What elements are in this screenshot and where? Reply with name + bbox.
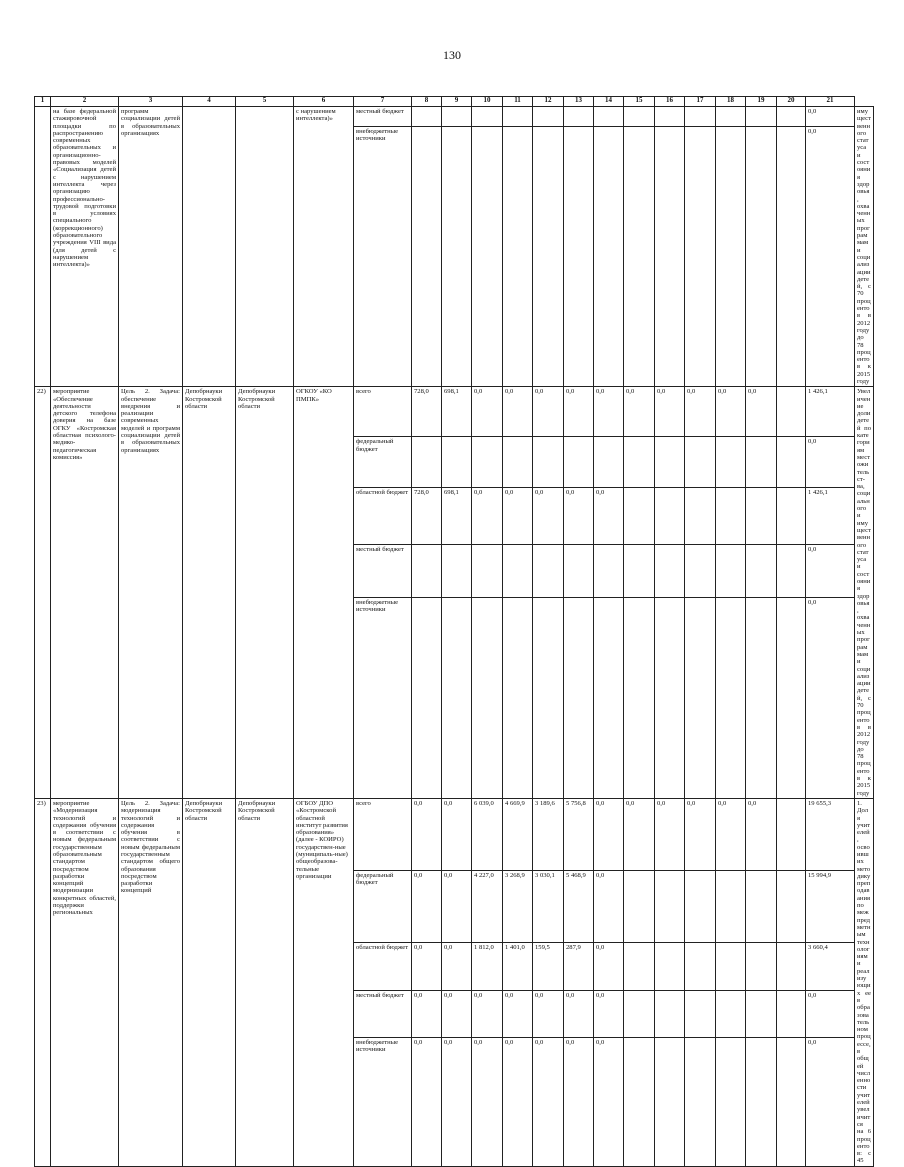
value-cell: [746, 871, 777, 943]
value-cell: 0,0: [412, 943, 442, 990]
funding-source-cell: областной бюджет: [354, 487, 412, 545]
value-cell: 0,0: [472, 487, 503, 545]
value-cell: 698,1: [442, 487, 472, 545]
total-cell: 1 426,1: [806, 487, 855, 545]
value-cell: 0,0: [685, 387, 716, 437]
value-cell: [533, 545, 564, 598]
column-header-14: 14: [594, 97, 624, 107]
value-cell: [716, 126, 746, 387]
indicator-cell: 1. Доля учителей, освоивших методику преподавания по межпредметным технологиям и реализующих ее в образовательном процессе, в общей численности учителей увеличится на 6 процентов: с 45: [855, 798, 874, 1166]
value-cell: 0,0: [412, 798, 442, 870]
responsible-cell: [183, 107, 236, 387]
funding-source-cell: федеральный бюджет: [354, 871, 412, 943]
value-cell: 0,0: [533, 990, 564, 1037]
value-cell: 0,0: [442, 943, 472, 990]
value-cell: [777, 1038, 806, 1167]
value-cell: [777, 598, 806, 799]
value-cell: [746, 437, 777, 487]
row-number: 22): [35, 387, 51, 799]
value-cell: [503, 598, 533, 799]
value-cell: [655, 598, 685, 799]
event-name-cell: мероприятие «Обеспечение деятельности детского телефона доверия на базе ОГКУ «Костромская областная психолого-медико-педагогическая комиссия»: [51, 387, 119, 799]
value-cell: [624, 545, 655, 598]
funding-source-cell: областной бюджет: [354, 943, 412, 990]
value-cell: 0,0: [594, 943, 624, 990]
value-cell: [624, 871, 655, 943]
value-cell: 728,0: [412, 487, 442, 545]
value-cell: [655, 1038, 685, 1167]
value-cell: [777, 990, 806, 1037]
value-cell: [412, 107, 442, 127]
value-cell: [412, 545, 442, 598]
total-cell: 15 994,9: [806, 871, 855, 943]
total-cell: 0,0: [806, 990, 855, 1037]
value-cell: 0,0: [594, 871, 624, 943]
value-cell: 0,0: [503, 387, 533, 437]
value-cell: 5 756,8: [564, 798, 594, 870]
value-cell: [594, 107, 624, 127]
value-cell: [746, 487, 777, 545]
value-cell: [503, 107, 533, 127]
executor-cell: [236, 107, 294, 387]
column-header-4: 4: [183, 97, 236, 107]
value-cell: 0,0: [503, 1038, 533, 1167]
funding-source-cell: внебюджетные источники: [354, 126, 412, 387]
value-cell: [594, 598, 624, 799]
funding-source-cell: всего: [354, 387, 412, 437]
value-cell: [685, 107, 716, 127]
total-cell: 19 655,3: [806, 798, 855, 870]
value-cell: 0,0: [594, 487, 624, 545]
total-cell: 0,0: [806, 126, 855, 387]
header-row: [35, 97, 874, 107]
value-cell: 0,0: [442, 1038, 472, 1167]
value-cell: 3 189,6: [533, 798, 564, 870]
value-cell: 0,0: [716, 798, 746, 870]
value-cell: 0,0: [533, 1038, 564, 1167]
value-cell: 0,0: [594, 798, 624, 870]
value-cell: 0,0: [624, 798, 655, 870]
value-cell: [746, 107, 777, 127]
participant-cell: с нарушением интеллекта)»: [294, 107, 354, 387]
value-cell: [746, 990, 777, 1037]
column-header-2: 2: [51, 97, 119, 107]
value-cell: [533, 598, 564, 799]
value-cell: [472, 126, 503, 387]
value-cell: [472, 437, 503, 487]
funding-source-cell: местный бюджет: [354, 990, 412, 1037]
value-cell: 0,0: [685, 798, 716, 870]
value-cell: 0,0: [746, 387, 777, 437]
value-cell: 0,0: [624, 387, 655, 437]
value-cell: [716, 437, 746, 487]
total-cell: 0,0: [806, 437, 855, 487]
goal-task-cell: Цель 2. Задача: модернизация технологий и содержания обучения в соответствии с новым федеральным государственным стандартом общего образования посредством разработки концепций: [119, 798, 183, 1166]
value-cell: [777, 871, 806, 943]
value-cell: 0,0: [442, 798, 472, 870]
total-cell: 3 660,4: [806, 943, 855, 990]
column-header-13: 13: [564, 97, 594, 107]
value-cell: [685, 871, 716, 943]
value-cell: [685, 545, 716, 598]
row-number: 23): [35, 798, 51, 1166]
funding-source-cell: внебюджетные источники: [354, 598, 412, 799]
value-cell: [716, 545, 746, 598]
value-cell: [777, 437, 806, 487]
value-cell: [746, 545, 777, 598]
value-cell: [442, 598, 472, 799]
value-cell: [503, 437, 533, 487]
column-header-5: 5: [236, 97, 294, 107]
column-header-15: 15: [624, 97, 655, 107]
value-cell: 0,0: [412, 990, 442, 1037]
column-header-7: 7: [354, 97, 412, 107]
value-cell: [442, 545, 472, 598]
participant-cell: ОГКОУ «КО ПМПК»: [294, 387, 354, 799]
value-cell: [777, 487, 806, 545]
value-cell: [624, 107, 655, 127]
value-cell: [685, 1038, 716, 1167]
value-cell: [472, 598, 503, 799]
value-cell: 0,0: [655, 387, 685, 437]
value-cell: 0,0: [472, 1038, 503, 1167]
total-cell: 1 426,1: [806, 387, 855, 437]
funding-source-cell: местный бюджет: [354, 107, 412, 127]
value-cell: [777, 798, 806, 870]
funding-source-cell: всего: [354, 798, 412, 870]
value-cell: 0,0: [412, 871, 442, 943]
value-cell: [685, 437, 716, 487]
value-cell: [594, 545, 624, 598]
value-cell: 0,0: [442, 871, 472, 943]
value-cell: 3 268,9: [503, 871, 533, 943]
value-cell: [564, 107, 594, 127]
value-cell: [685, 126, 716, 387]
responsible-cell: Депобрнауки Костромской области: [183, 387, 236, 799]
goal-task-cell: программ социализации детей в образовательных организациях: [119, 107, 183, 387]
value-cell: [503, 545, 533, 598]
value-cell: [564, 437, 594, 487]
total-cell: 0,0: [806, 107, 855, 127]
value-cell: 159,5: [533, 943, 564, 990]
value-cell: [655, 487, 685, 545]
value-cell: [716, 107, 746, 127]
indicator-cell: Увеличение доли детей по категориям местожительст-ва, социального и имущественного статуса и состояния здоровья, охваченных программами социализации детей, с 70 процентов в 2012 году до 78 процентов к 2015 году: [855, 387, 874, 799]
value-cell: 0,0: [594, 990, 624, 1037]
value-cell: [746, 598, 777, 799]
value-cell: [777, 126, 806, 387]
value-cell: 4 669,9: [503, 798, 533, 870]
value-cell: [564, 545, 594, 598]
column-header-12: 12: [533, 97, 564, 107]
value-cell: [624, 126, 655, 387]
value-cell: 728,0: [412, 387, 442, 437]
value-cell: 0,0: [564, 1038, 594, 1167]
value-cell: 287,9: [564, 943, 594, 990]
table-row: [35, 798, 874, 870]
value-cell: 1 812,0: [472, 943, 503, 990]
value-cell: [442, 126, 472, 387]
event-name-cell: на базе федеральной стажировочной площадки по распространению современных образовательных и организационно-правовых моделей «Социализация детей с нарушением интеллекта через организацию профессионально-трудовой подготовки в условиях специального (коррекционного) образовательного учреждения VIII вида (для детей с нарушением интеллекта)»: [51, 107, 119, 387]
value-cell: [655, 871, 685, 943]
value-cell: 0,0: [564, 990, 594, 1037]
value-cell: [777, 545, 806, 598]
value-cell: [503, 126, 533, 387]
value-cell: [777, 107, 806, 127]
value-cell: [472, 545, 503, 598]
table-row: [35, 107, 874, 127]
value-cell: 0,0: [472, 387, 503, 437]
value-cell: [624, 1038, 655, 1167]
column-header-19: 19: [746, 97, 777, 107]
value-cell: [624, 598, 655, 799]
funding-source-cell: местный бюджет: [354, 545, 412, 598]
value-cell: 0,0: [472, 990, 503, 1037]
value-cell: [685, 487, 716, 545]
value-cell: 4 227,0: [472, 871, 503, 943]
column-header-6: 6: [294, 97, 354, 107]
value-cell: 5 468,9: [564, 871, 594, 943]
total-cell: 0,0: [806, 598, 855, 799]
value-cell: [685, 598, 716, 799]
column-header-3: 3: [119, 97, 183, 107]
value-cell: [533, 437, 564, 487]
value-cell: [624, 487, 655, 545]
budget-table: [34, 96, 874, 1167]
value-cell: [655, 545, 685, 598]
value-cell: [716, 943, 746, 990]
value-cell: 0,0: [533, 487, 564, 545]
total-cell: 0,0: [806, 1038, 855, 1167]
value-cell: [716, 1038, 746, 1167]
value-cell: [777, 943, 806, 990]
value-cell: [716, 598, 746, 799]
value-cell: [412, 126, 442, 387]
page-number: 130: [443, 48, 461, 62]
value-cell: [533, 107, 564, 127]
value-cell: [442, 107, 472, 127]
value-cell: [716, 871, 746, 943]
value-cell: [655, 990, 685, 1037]
table-row: [35, 387, 874, 437]
column-header-20: 20: [777, 97, 806, 107]
total-cell: 0,0: [806, 545, 855, 598]
value-cell: [716, 990, 746, 1037]
value-cell: [412, 598, 442, 799]
column-header-16: 16: [655, 97, 685, 107]
value-cell: [655, 437, 685, 487]
value-cell: [685, 990, 716, 1037]
column-header-10: 10: [472, 97, 503, 107]
value-cell: 0,0: [503, 990, 533, 1037]
row-number: [35, 107, 51, 387]
value-cell: [533, 126, 564, 387]
value-cell: [746, 943, 777, 990]
responsible-cell: Депобрнауки Костромской области: [183, 798, 236, 1166]
value-cell: [777, 387, 806, 437]
value-cell: 0,0: [655, 798, 685, 870]
column-header-21: 21: [806, 97, 855, 107]
column-header-17: 17: [685, 97, 716, 107]
value-cell: 0,0: [442, 990, 472, 1037]
value-cell: 698,1: [442, 387, 472, 437]
value-cell: 1 401,0: [503, 943, 533, 990]
column-header-1: 1: [35, 97, 51, 107]
value-cell: 6 039,0: [472, 798, 503, 870]
column-header-9: 9: [442, 97, 472, 107]
value-cell: [594, 437, 624, 487]
value-cell: [655, 126, 685, 387]
value-cell: [624, 437, 655, 487]
value-cell: 0,0: [412, 1038, 442, 1167]
value-cell: [685, 943, 716, 990]
value-cell: [746, 1038, 777, 1167]
value-cell: [564, 598, 594, 799]
value-cell: 0,0: [564, 387, 594, 437]
value-cell: 0,0: [594, 387, 624, 437]
value-cell: 0,0: [533, 387, 564, 437]
value-cell: [716, 487, 746, 545]
value-cell: 0,0: [564, 487, 594, 545]
goal-task-cell: Цель 2. Задача: обеспечение внедрения и реализации современных моделей и программ социализации детей в образовательных организациях: [119, 387, 183, 799]
funding-source-cell: внебюджетные источники: [354, 1038, 412, 1167]
value-cell: [472, 107, 503, 127]
column-header-11: 11: [503, 97, 533, 107]
value-cell: 3 030,1: [533, 871, 564, 943]
value-cell: [655, 107, 685, 127]
value-cell: 0,0: [716, 387, 746, 437]
value-cell: [564, 126, 594, 387]
value-cell: [624, 990, 655, 1037]
value-cell: [442, 437, 472, 487]
value-cell: 0,0: [503, 487, 533, 545]
value-cell: [624, 943, 655, 990]
value-cell: 0,0: [594, 1038, 624, 1167]
value-cell: [594, 126, 624, 387]
executor-cell: Депобрнауки Костромской области: [236, 387, 294, 799]
participant-cell: ОГБОУ ДПО «Костромской областной институт развития образования» (далее - КОИРО) государствен-ные (муниципаль-ные) общеобразова-тельные организации: [294, 798, 354, 1166]
value-cell: 0,0: [746, 798, 777, 870]
executor-cell: Депобрнауки Костромской области: [236, 798, 294, 1166]
value-cell: [412, 437, 442, 487]
event-name-cell: мероприятие «Модернизация технологий и содержания обучения в соответствии с новым федеральным государственным образовательным стандартом посредством разработки концепций модернизации конкретных областей, поддержки региональных: [51, 798, 119, 1166]
funding-source-cell: федеральный бюджет: [354, 437, 412, 487]
value-cell: [655, 943, 685, 990]
value-cell: [746, 126, 777, 387]
column-header-18: 18: [716, 97, 746, 107]
column-header-8: 8: [412, 97, 442, 107]
indicator-cell: имущественного статуса и состояния здоровья, охваченных программами социализации детей, с 70 процентов в 2012 году до 78 процентов к 2015 году: [855, 107, 874, 387]
